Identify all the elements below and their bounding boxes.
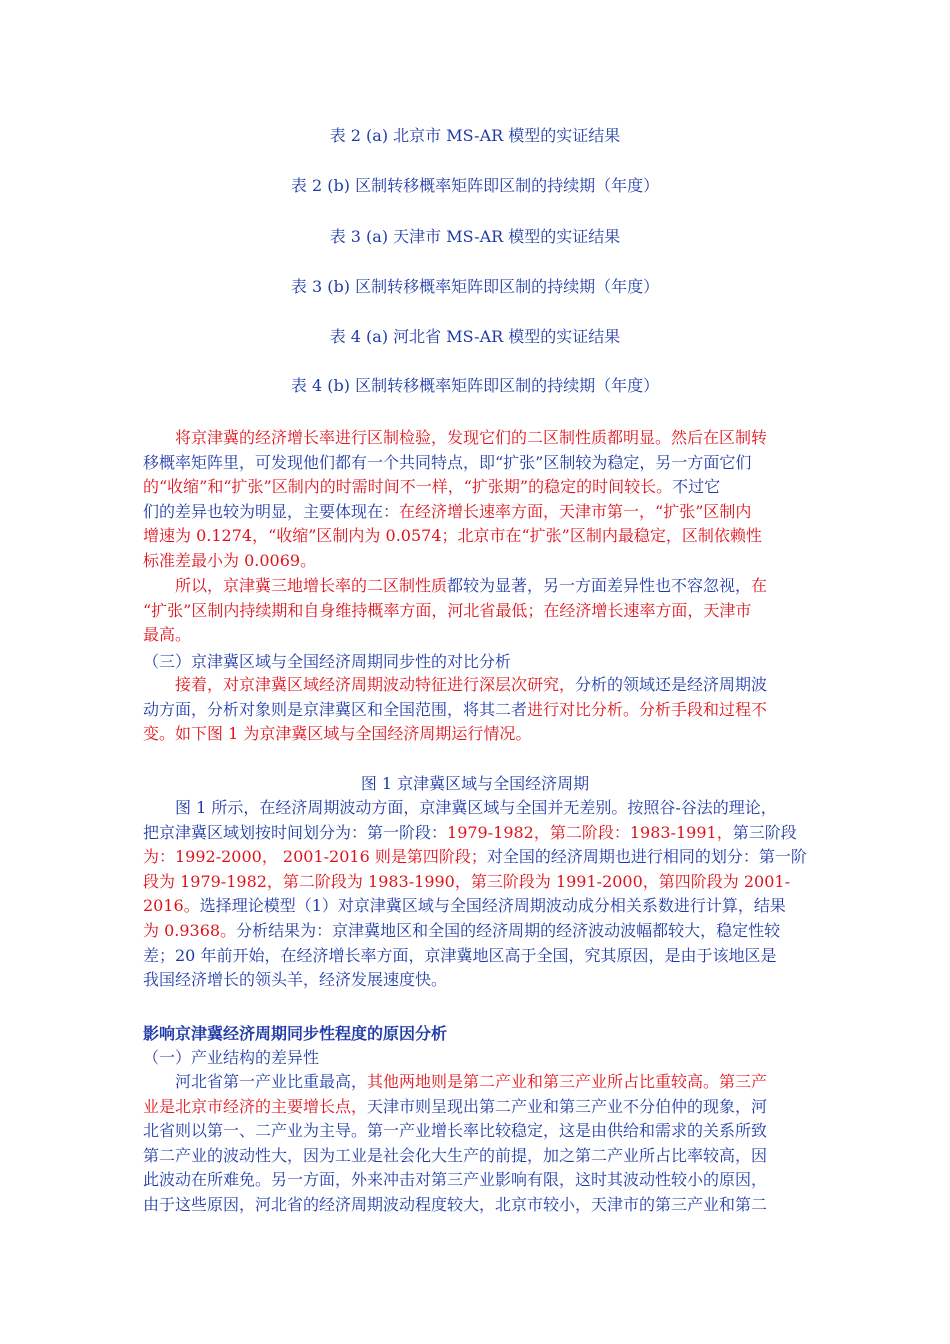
paragraph-summary: 所以，京津冀三地增长率的二区制性质都较为显著，另一方面差异性也不容忽视，在 “扩张”区制内持续期和自身维持概率方面，河北省最低；在经济增长速率方面，天津市 最高。: [143, 576, 768, 645]
paragraph-figure-1-analysis: 图 1 所示，在经济周期波动方面，京津冀区域与全国并无差别。按照谷-谷法的理论， 把京津冀区域划按时间划分为：第一阶段：1979-1982，第二阶段：1983-1991，第三阶段 为：1992-2000， 2001-2016 则是第四阶段；对全国的经济周期也进行相同的划分：第一阶 段为 1979-1982，第二阶段为 1983-1990，第三阶段为 1991-2000，第四阶段为 2001- 2016。选择理论模型（1）对京津冀区域与全国经济周期波动成分相关系数进行计算，结果 为 0.9368。分析结果为：京津冀地区和全国的经济周期的经济波动波幅都较大，稳定性较 差；20 年前开始，在经济增长率方面，京津冀地区高于全国，究其原因，是由于该地区是 我国经济增长的领头羊，经济发展速度快。: [143, 798, 807, 990]
table-caption-3b: 表 3 (b) 区制转移概率矩阵即区制的持续期（年度）: [290, 277, 660, 296]
figure-1-caption: 图 1 京津冀区域与全国经济周期: [360, 774, 590, 793]
subsection-1-title: （一）产业结构的差异性: [143, 1048, 320, 1067]
paragraph-comparison-intro: 接着，对京津冀区域经济周期波动特征进行深层次研究，分析的领域还是经济周期波 动方面，分析对象则是京津冀区和全国范围，将其二者进行对比分析。分析手段和过程不 变。如下图 1 为京津冀区域与全国经济周期运行情况。: [143, 675, 768, 744]
table-caption-4a: 表 4 (a) 河北省 MS-AR 模型的实证结果: [329, 327, 621, 346]
paragraph-industry-structure: 河北省第一产业比重最高，其他两地则是第二产业和第三产业所占比重较高。第三产 业是北京市经济的主要增长点，天津市则呈现出第二产业和第三产业不分伯仲的现象，河 北省则以第一、二产业为主导。第一产业增长率比较稳定，这是由供给和需求的关系所致 第二产业的波动性大，因为工业是社会化大生产的前提，加之第二产业所占比率较高，因 此波动在所难免。另一方面，外来冲击对第三产业影响有限，这时其波动性较小的原因， 由于这些原因，河北省的经济周期波动程度较大，北京市较小，天津市的第三产业和第二: [143, 1072, 768, 1214]
section-3-title: （三）京津冀区域与全国经济周期同步性的对比分析: [143, 652, 512, 671]
table-caption-2b: 表 2 (b) 区制转移概率矩阵即区制的持续期（年度）: [290, 176, 660, 195]
table-caption-4b: 表 4 (b) 区制转移概率矩阵即区制的持续期（年度）: [290, 376, 660, 395]
section-heading-causes: 影响京津冀经济周期同步性程度的原因分析: [143, 1024, 448, 1043]
table-caption-2a: 表 2 (a) 北京市 MS-AR 模型的实证结果: [329, 126, 621, 145]
paragraph-regime-test: 将京津冀的经济增长率进行区制检验，发现它们的二区制性质都明显。然后在区制转 移概率矩阵里，可发现他们都有一个共同特点，即“扩张”区制较为稳定，另一方面它们 的“收缩”和“扩张”区制内的时需时间不一样，“扩张期”的稳定的时间较长。不过它 们的差异也较为明显，主要体现在：在经济增长速率方面，天津市第一，“扩张”区制内 增速为 0.1274，“收缩”区制内为 0.0574；北京市在“扩张”区制内最稳定，区制依赖性 标准差最小为 0.0069。: [143, 428, 768, 570]
table-caption-3a: 表 3 (a) 天津市 MS-AR 模型的实证结果: [329, 227, 621, 246]
